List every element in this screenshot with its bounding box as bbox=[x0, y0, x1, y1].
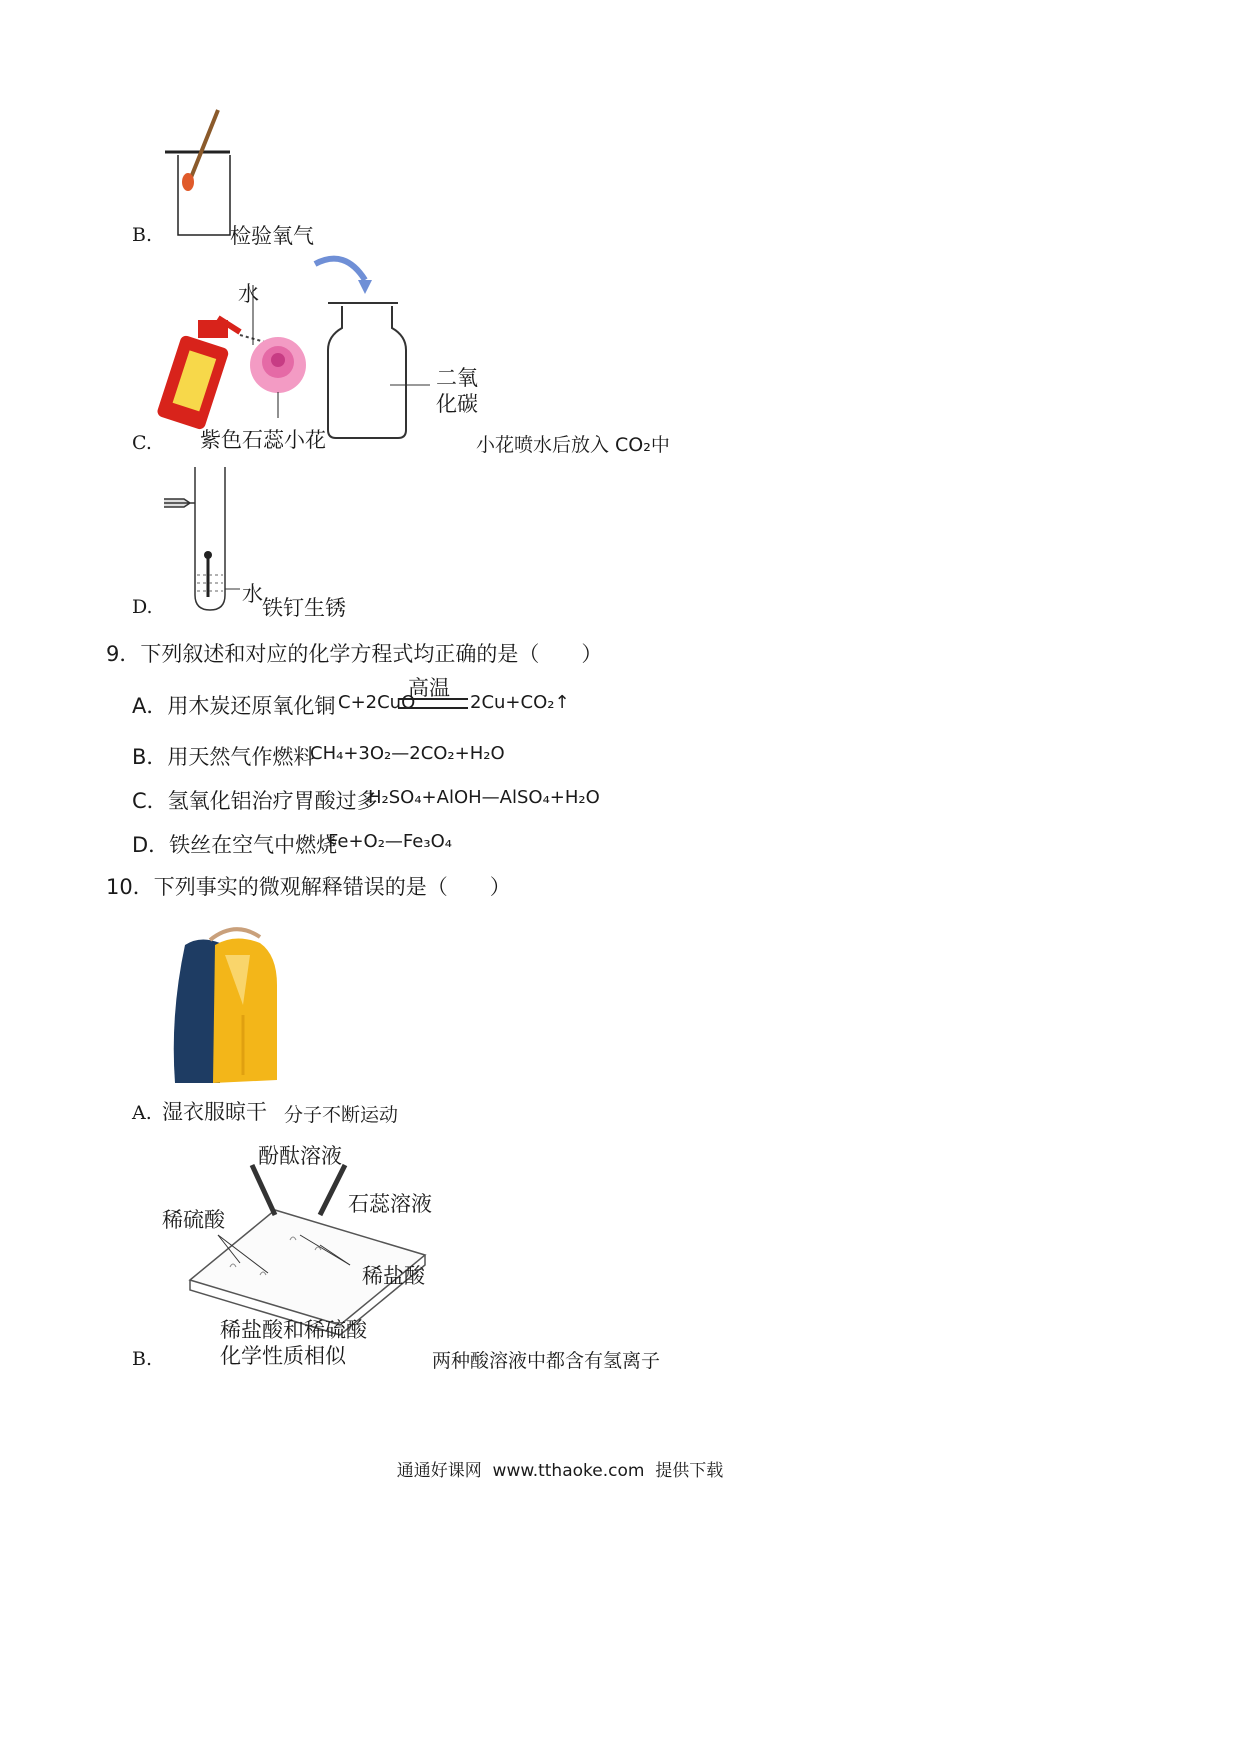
q8-option-c-gas-label-1: 二氧 bbox=[436, 366, 478, 390]
flower-icon bbox=[250, 337, 306, 393]
question-10-stem: 10．下列事实的微观解释错误的是（ ） bbox=[106, 875, 511, 899]
q9-option-a-rhs: 2Cu+CO₂↑ bbox=[470, 692, 570, 713]
q9-option-c-text: C．氢氧化铝治疗胃酸过多 bbox=[132, 789, 378, 813]
q10-option-b-phenol-label: 酚酞溶液 bbox=[258, 1144, 342, 1168]
page-footer: 通通好课网 www.tthaoke.com 提供下载 bbox=[396, 1461, 724, 1481]
q9-option-c-equation: H₂SO₄+AlOH—AlSO₄+H₂O bbox=[368, 787, 600, 808]
q8-option-d-letter: D. bbox=[132, 596, 153, 618]
q10-option-b-caption: 两种酸溶液中都含有氢离子 bbox=[432, 1350, 661, 1372]
q10-option-b-bottom-label-2: 化学性质相似 bbox=[220, 1344, 346, 1368]
q9-option-b-equation: CH₄+3O₂—2CO₂+H₂O bbox=[310, 743, 505, 764]
gas-jar-icon bbox=[328, 303, 430, 438]
spray-bottle-icon bbox=[156, 318, 240, 431]
q10-option-a-label: 湿衣服晾干 bbox=[162, 1100, 267, 1124]
q8-option-d-water-label: 水 bbox=[242, 582, 263, 606]
q8-option-c-gas-label-2: 化碳 bbox=[436, 392, 478, 416]
q9-option-d-equation: Fe+O₂—Fe₃O₄ bbox=[328, 831, 452, 852]
q10-option-a-caption: 分子不断运动 bbox=[284, 1104, 399, 1126]
litmus-flower-figure bbox=[160, 250, 480, 450]
wet-clothes-figure bbox=[165, 925, 295, 1090]
acid-plate-figure bbox=[180, 1155, 440, 1315]
q8-option-c-letter: C. bbox=[132, 432, 152, 454]
q8-option-c-flower-label: 紫色石蕊小花 bbox=[200, 428, 326, 452]
q8-option-d-caption: 铁钉生锈 bbox=[262, 596, 346, 620]
q10-option-b-h2so4-label: 稀硫酸 bbox=[162, 1208, 225, 1232]
q8-option-b-letter: B. bbox=[132, 224, 153, 246]
q9-option-a-condition: 高温 bbox=[408, 676, 450, 700]
q9-option-d-text: D．铁丝在空气中燃烧 bbox=[132, 833, 338, 857]
q10-option-b-letter: B. bbox=[132, 1348, 153, 1370]
q10-option-b-litmus-label: 石蕊溶液 bbox=[348, 1192, 432, 1216]
q10-option-a-letter: A. bbox=[132, 1102, 152, 1124]
q8-option-c-water-label: 水 bbox=[238, 282, 259, 306]
question-9-stem: 9．下列叙述和对应的化学方程式均正确的是（ ） bbox=[106, 642, 603, 666]
q8-option-c-caption: 小花喷水后放入 CO₂中 bbox=[476, 434, 670, 456]
q9-option-a-text: A．用木炭还原氧化铜 bbox=[132, 694, 336, 718]
q9-option-a-lhs: C+2CuO bbox=[338, 692, 416, 713]
q10-option-b-hcl-label: 稀盐酸 bbox=[362, 1264, 425, 1288]
q10-option-b-bottom-label-1: 稀盐酸和稀硫酸 bbox=[220, 1318, 367, 1342]
q9-option-b-text: B．用天然气作燃料 bbox=[132, 745, 315, 769]
q8-option-b-caption: 检验氧气 bbox=[230, 224, 314, 248]
